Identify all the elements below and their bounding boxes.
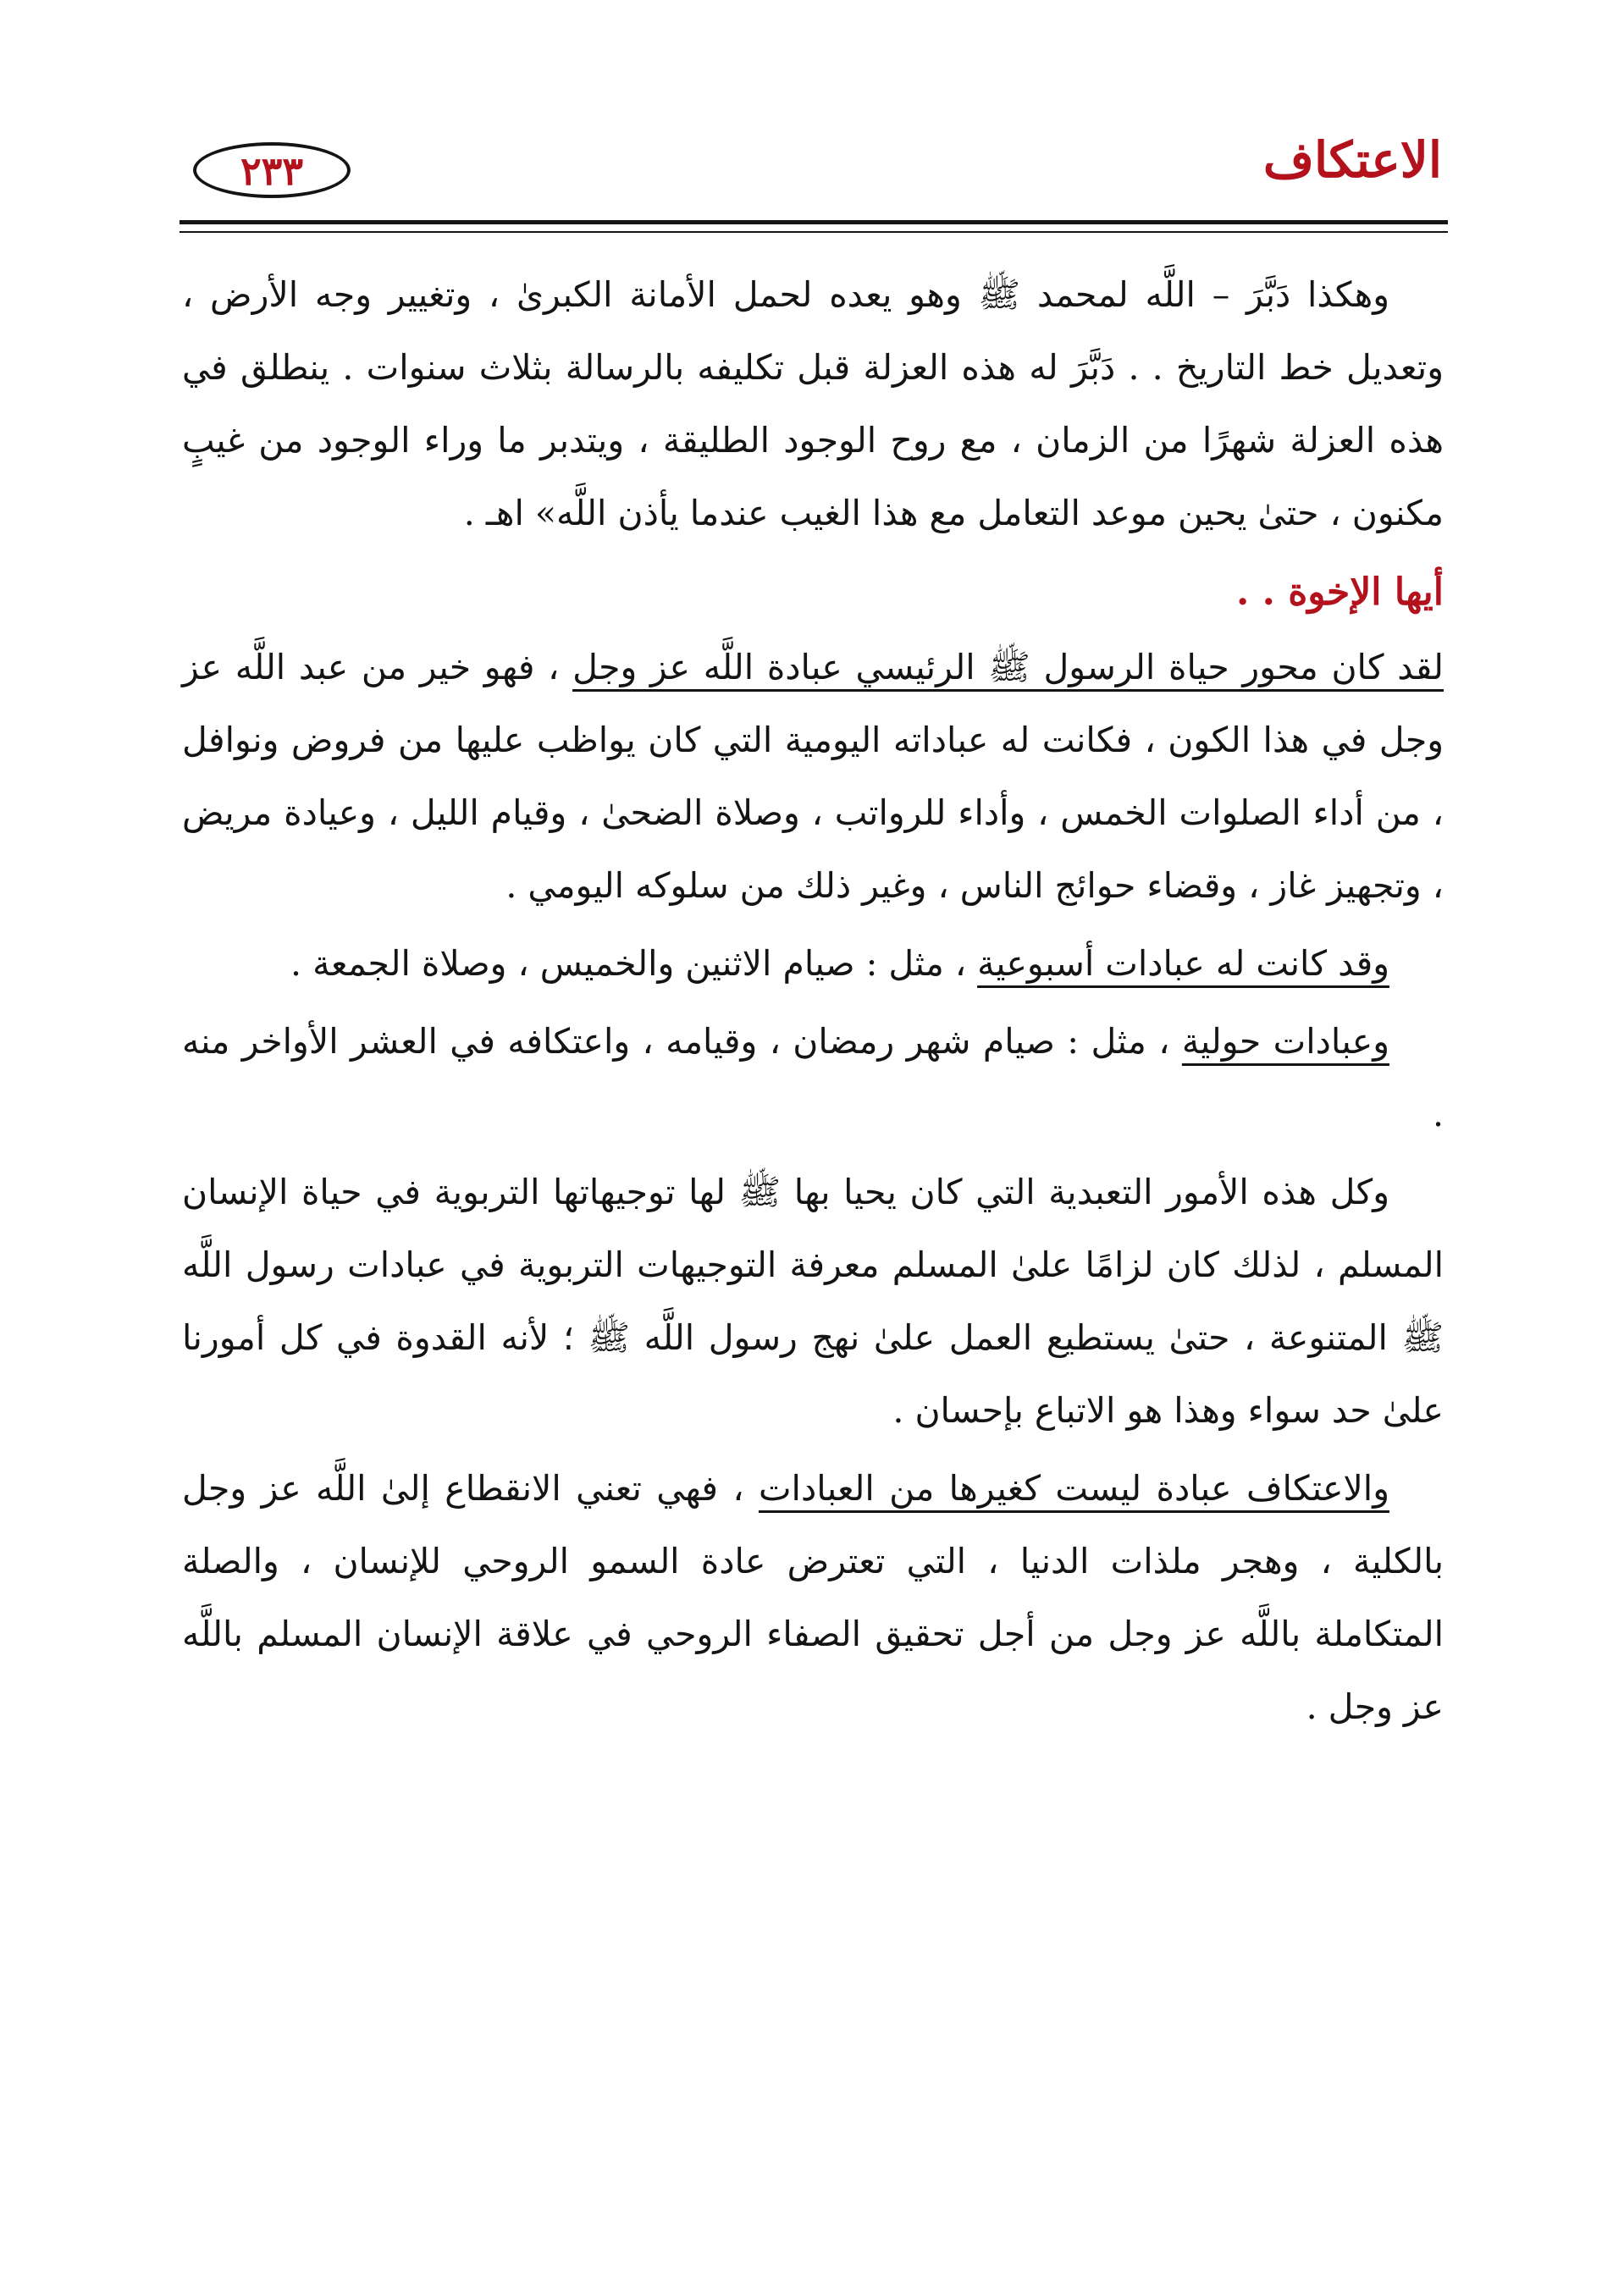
underlined-phrase: والاعتكاف عبادة ليست كغيرها من العبادات	[758, 1468, 1389, 1509]
header-rule-thick	[180, 220, 1448, 224]
page-number: ٢٣٣	[193, 142, 351, 198]
paragraph-educational-guidance: وكل هذه الأمور التعبدية التي كان يحيا بها ﷺ لها توجيهاتها التربوية في حياة الإنسان المسلم ، لذلك كان لزامًا علىٰ المسلم معرفة التوجيهات التربوية في عبادات رسول اللَّه ﷺ المتنوعة ، حتىٰ يستطيع العمل علىٰ نهج رسول اللَّه ﷺ ؛ لأنه القدوة في كل أمورنا علىٰ حد سواء وهذا هو الاتباع بإحسان .	[182, 1172, 1444, 1431]
paragraph-text: ، مثل : صيام شهر رمضان ، وقيامه ، واعتكافه في العشر الأواخر منه .	[182, 1021, 1444, 1134]
page-body	[182, 258, 1444, 1748]
underlined-phrase: لقد كان محور حياة الرسول ﷺ الرئيسي عبادة اللَّه عز وجل	[572, 647, 1444, 687]
paragraph-text: ، مثل : صيام الاثنين والخميس ، وصلاة الجمعة .	[290, 943, 978, 984]
underlined-phrase: وعبادات حولية	[1181, 1021, 1389, 1062]
underlined-phrase: وقد كانت له عبادات أسبوعية	[977, 943, 1389, 984]
section-heading: أيها الإخوة . .	[1235, 571, 1444, 614]
header-rule-thin	[180, 231, 1448, 233]
paragraph-itikaf-definition	[182, 1452, 1444, 1743]
paragraph-annual-worship	[182, 1005, 1444, 1151]
running-title: الاعتكاف	[1262, 131, 1442, 189]
paragraph-worship-axis	[182, 631, 1444, 922]
paragraph-text: ، فهو خير من عبد اللَّه عز وجل في هذا الكون ، فكانت له عباداته اليومية التي كان يواظب عليها من فروض ونوافل ، من أداء الصلوات الخمس ، وأداء للرواتب ، وصلاة الضحىٰ ، وقيام الليل ، وعيادة مريض ، وتجهيز غاز ، وقضاء حوائج الناس ، وغير ذلك من سلوكه اليومي .	[182, 647, 1444, 906]
paragraph-quote-end: وهكذا دَبَّرَ – اللَّه لمحمد ﷺ وهو يعده لحمل الأمانة الكبرىٰ ، وتغيير وجه الأرض ، وتعديل خط التاريخ . . دَبَّرَ له هذه العزلة قبل تكليفه بالرسالة بثلاث سنوات . ينطلق في هذه العزلة شهرًا من الزمان ، مع روح الوجود الطليقة ، ويتدبر ما وراء الوجود من غيبٍ مكنون ، حتىٰ يحين موعد التعامل مع هذا الغيب عندما يأذن اللَّه» اهـ .	[182, 274, 1444, 533]
paragraph-weekly-worship	[182, 927, 1444, 1000]
paragraph-text: ، فهي تعني الانقطاع إلىٰ اللَّه عز وجل بالكلية ، وهجر ملذات الدنيا ، التي تعترض عادة السمو الروحي للإنسان ، والصلة المتكاملة باللَّه عز وجل من أجل تحقيق الصفاء الروحي في علاقة الإنسان المسلم باللَّه عز وجل .	[182, 1468, 1444, 1727]
